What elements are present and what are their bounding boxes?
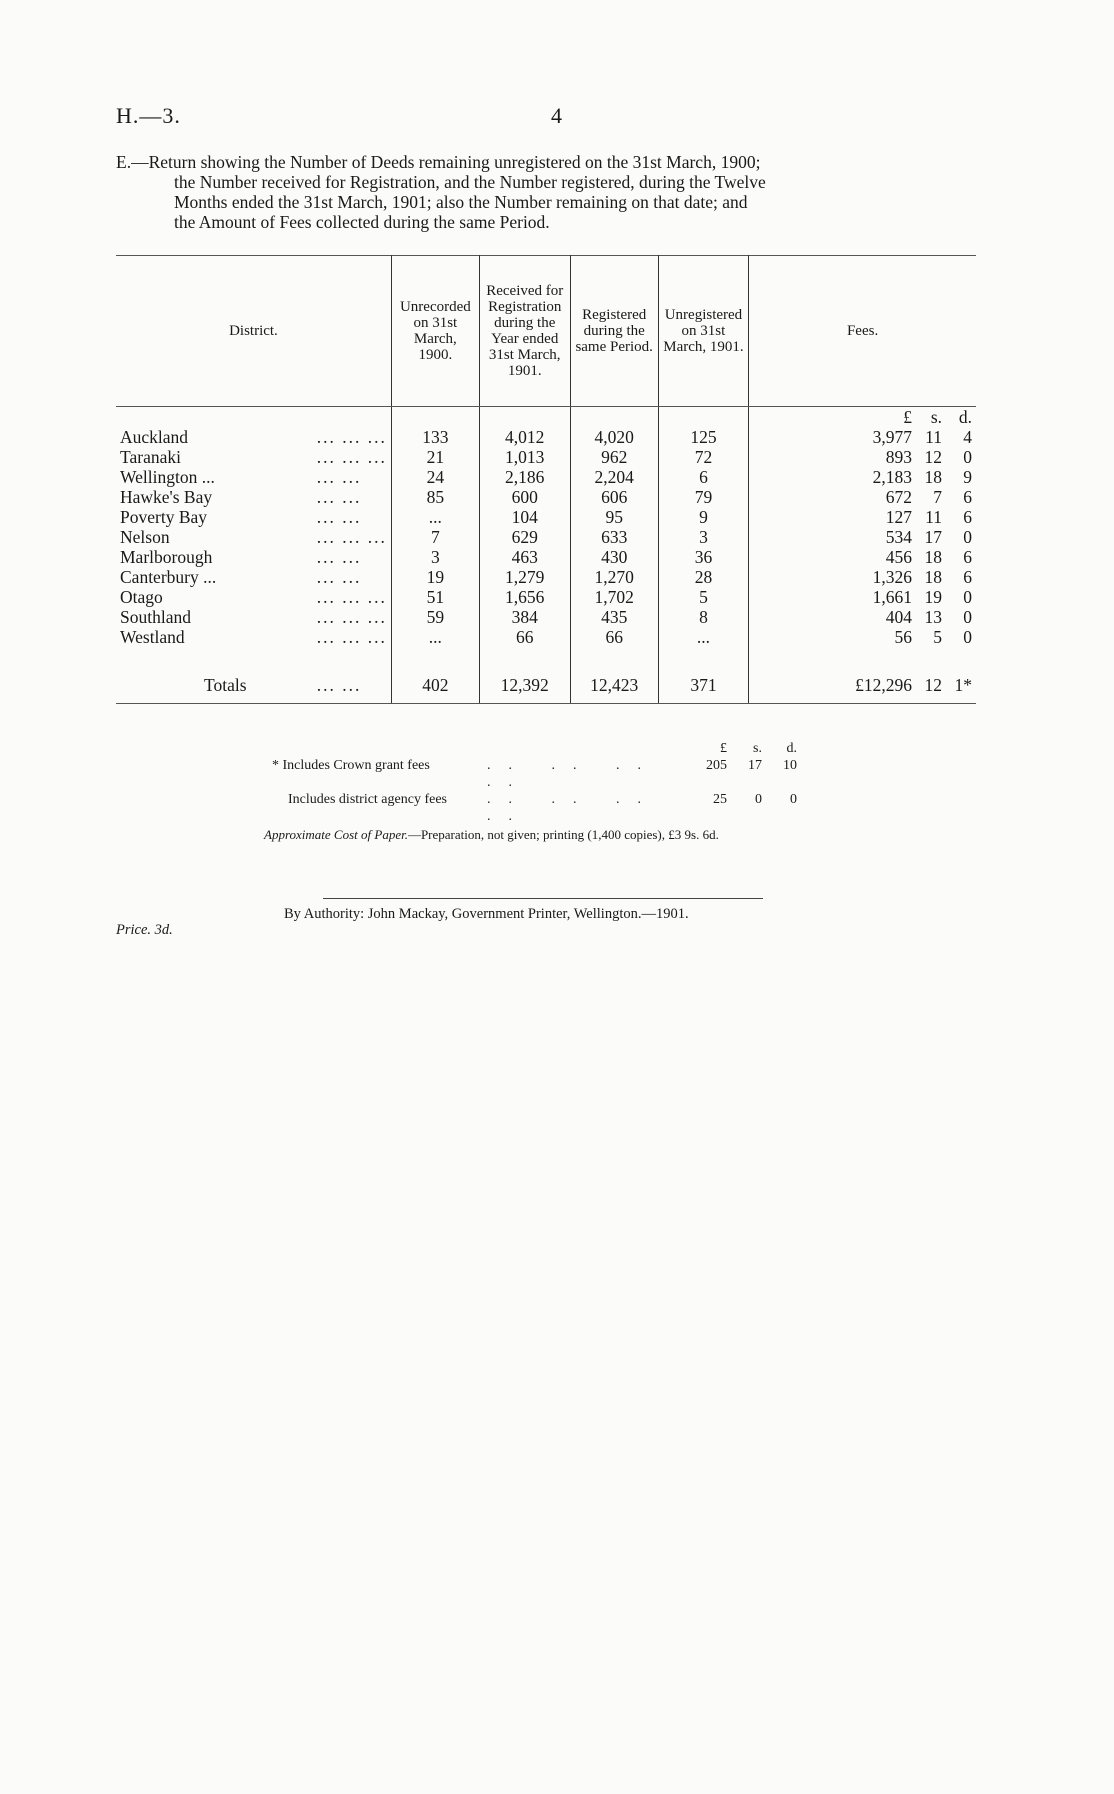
unrecorded-cell: 7 <box>391 527 479 547</box>
fees-cell <box>749 447 976 467</box>
fee-pounds: 2,183 <box>872 467 912 487</box>
dot-leader: ... ... ... <box>313 447 392 467</box>
footnote-shillings: 0 <box>755 792 762 807</box>
unrecorded-cell: ... <box>391 627 479 647</box>
fee-pence: 6 <box>963 547 972 567</box>
header-district: District. <box>116 256 391 407</box>
price-label: Price. 3d. <box>116 922 173 938</box>
fee-pence: 0 <box>963 447 972 467</box>
fee-pounds: 672 <box>885 487 912 507</box>
footnote-pence: 0 <box>790 792 797 807</box>
dot-leader: ... ... ... <box>313 627 392 647</box>
shillings-unit: s. <box>930 407 942 427</box>
footnote-shillings: 17 <box>748 758 762 773</box>
fee-pence: 6 <box>963 487 972 507</box>
unregistered-cell: 36 <box>658 547 748 567</box>
fee-pounds: 1,661 <box>872 587 912 607</box>
registered-cell: 95 <box>570 507 658 527</box>
unrecorded-cell: 133 <box>391 427 479 447</box>
registered-cell: 633 <box>570 527 658 547</box>
unregistered-cell: 8 <box>658 607 748 627</box>
document-reference: H.—3. <box>116 103 181 128</box>
fee-pence: 4 <box>963 427 972 447</box>
table-header-row <box>116 256 976 407</box>
fee-shillings: 19 <box>924 587 942 607</box>
fee-pence: 6 <box>963 507 972 527</box>
fees-cell <box>749 607 976 627</box>
fee-pounds: 1,326 <box>872 567 912 587</box>
fees-cell <box>749 427 976 447</box>
fee-shillings: 18 <box>924 547 942 567</box>
fee-pounds: 56 <box>894 627 912 647</box>
pence-unit: d. <box>958 407 972 427</box>
fee-shillings: 13 <box>924 607 942 627</box>
header-unregistered: Unregistered on 31st March, 1901. <box>658 256 748 407</box>
registered-cell: 66 <box>570 627 658 647</box>
deeds-table <box>116 255 976 704</box>
unregistered-cell: 72 <box>658 447 748 467</box>
fee-pence: 6 <box>963 567 972 587</box>
dot-leader: ... ... <box>313 507 392 527</box>
fee-units-row <box>116 407 976 428</box>
dot-leader: ... ... <box>313 487 392 507</box>
caption-line: the Number received for Registration, and the Number registered, during the Twelve <box>174 172 766 192</box>
pounds-unit: £ <box>903 407 912 427</box>
totals-label: Totals <box>116 667 313 704</box>
shillings-unit: s. <box>753 741 762 756</box>
table-row <box>116 587 976 607</box>
fee-shillings: 7 <box>933 487 942 507</box>
fees-value <box>753 527 972 547</box>
unrecorded-cell: 24 <box>391 467 479 487</box>
received-cell: 629 <box>479 527 570 547</box>
fees-cell <box>749 487 976 507</box>
registered-cell: 606 <box>570 487 658 507</box>
received-cell: 66 <box>479 627 570 647</box>
registered-cell: 1,702 <box>570 587 658 607</box>
registered-cell: 4,020 <box>570 427 658 447</box>
cost-note <box>264 827 719 843</box>
table-row <box>116 467 976 487</box>
fee-units <box>753 407 972 427</box>
fee-pounds: 404 <box>885 607 912 627</box>
registered-cell: 435 <box>570 607 658 627</box>
fee-shillings: 18 <box>924 567 942 587</box>
unrecorded-cell: 21 <box>391 447 479 467</box>
footnote-row <box>272 791 797 825</box>
dot-leader: ... ... <box>313 567 392 587</box>
district-name: Westland <box>120 627 185 647</box>
fee-pounds: 534 <box>885 527 912 547</box>
footnote-label: * Includes Crown grant fees <box>272 758 430 773</box>
fee-pounds: 456 <box>885 547 912 567</box>
registered-total: 12,423 <box>570 667 658 704</box>
received-cell: 1,656 <box>479 587 570 607</box>
fees-value <box>753 627 972 647</box>
district-name: Marlborough <box>120 547 213 567</box>
footnote-units <box>272 740 797 757</box>
totals-row <box>116 667 976 704</box>
cost-note-label: Approximate Cost of Paper. <box>264 827 408 842</box>
footnote-pence: 10 <box>783 758 797 773</box>
fee-pounds: £12,296 <box>855 675 912 695</box>
fee-pence: 0 <box>963 627 972 647</box>
fee-shillings: 12 <box>924 447 942 467</box>
footnote-row <box>272 757 797 791</box>
fees-value <box>753 507 972 527</box>
table-row <box>116 527 976 547</box>
unrecorded-cell: 59 <box>391 607 479 627</box>
footnote-leader: .. .. .. .. <box>487 792 659 824</box>
district-name: Nelson <box>120 527 170 547</box>
received-total: 12,392 <box>479 667 570 704</box>
fee-shillings: 11 <box>925 507 942 527</box>
fees-value <box>753 447 972 467</box>
district-name: Poverty Bay <box>120 507 208 527</box>
district-name: Hawke's Bay <box>120 487 213 507</box>
fee-pence: 0 <box>963 607 972 627</box>
fee-shillings: 17 <box>924 527 942 547</box>
received-cell: 1,279 <box>479 567 570 587</box>
received-cell: 384 <box>479 607 570 627</box>
fees-value <box>753 547 972 567</box>
unregistered-cell: 9 <box>658 507 748 527</box>
header-received: Received for Registration during the Year ended 31st March, 1901. <box>479 256 570 407</box>
fee-shillings: 5 <box>933 627 942 647</box>
table-caption <box>118 152 978 232</box>
dot-leader: ... ... ... <box>313 527 392 547</box>
fees-value <box>753 427 972 447</box>
unregistered-cell: 6 <box>658 467 748 487</box>
fee-shillings: 12 <box>924 675 942 695</box>
unrecorded-cell: 85 <box>391 487 479 507</box>
district-name: Canterbury ... <box>120 567 217 587</box>
footnote-pounds: 25 <box>713 792 727 807</box>
received-cell: 1,013 <box>479 447 570 467</box>
unrecorded-cell: 3 <box>391 547 479 567</box>
dot-leader: ... ... ... <box>313 427 392 447</box>
header-fees: Fees. <box>749 256 976 407</box>
received-cell: 4,012 <box>479 427 570 447</box>
unregistered-cell: 79 <box>658 487 748 507</box>
table-row <box>116 547 976 567</box>
registered-cell: 1,270 <box>570 567 658 587</box>
unregistered-cell: 3 <box>658 527 748 547</box>
district-name: Southland <box>120 607 191 627</box>
caption-line: E.—Return showing the Number of Deeds remaining unregistered on the 31st March, 1900; <box>116 152 761 172</box>
page-number: 4 <box>551 103 562 128</box>
received-cell: 2,186 <box>479 467 570 487</box>
fees-value <box>753 587 972 607</box>
unregistered-cell: 125 <box>658 427 748 447</box>
unregistered-total: 371 <box>658 667 748 704</box>
dot-leader: ... ... <box>313 467 392 487</box>
received-cell: 104 <box>479 507 570 527</box>
registered-cell: 2,204 <box>570 467 658 487</box>
header-registered: Registered during the same Period. <box>570 256 658 407</box>
district-name: Auckland <box>120 427 189 447</box>
footnote-label: Includes district agency fees <box>288 792 447 807</box>
dot-leader: ... ... ... <box>313 587 392 607</box>
footnote-pounds: 205 <box>706 758 727 773</box>
table-row <box>116 447 976 467</box>
fees-cell <box>749 587 976 607</box>
fees-cell <box>749 547 976 567</box>
dot-leader: ... ... <box>313 547 392 567</box>
cost-note-text: —Preparation, not given; printing (1,400 copies), £3 9s. 6d. <box>407 827 719 842</box>
registered-cell: 430 <box>570 547 658 567</box>
fee-pounds: 127 <box>885 507 912 527</box>
dot-leader: ... ... <box>313 667 392 704</box>
fee-shillings: 11 <box>925 427 942 447</box>
fee-shillings: 18 <box>924 467 942 487</box>
unrecorded-total: 402 <box>391 667 479 704</box>
table-row <box>116 427 976 447</box>
registered-cell: 962 <box>570 447 658 467</box>
table-row <box>116 507 976 527</box>
table-row <box>116 567 976 587</box>
fee-pence: 1* <box>954 675 972 695</box>
fees-cell <box>749 507 976 527</box>
fees-value <box>753 607 972 627</box>
header-unrecorded: Unrecorded on 31st March, 1900. <box>391 256 479 407</box>
spacer-row <box>116 647 976 667</box>
unregistered-cell: 28 <box>658 567 748 587</box>
unregistered-cell: 5 <box>658 587 748 607</box>
fee-pence: 0 <box>963 587 972 607</box>
fees-value <box>753 487 972 507</box>
unregistered-cell: ... <box>658 627 748 647</box>
fee-pounds: 893 <box>885 447 912 467</box>
pence-unit: d. <box>786 741 797 756</box>
pounds-unit: £ <box>720 741 727 756</box>
fees-cell <box>749 627 976 647</box>
unrecorded-cell: 51 <box>391 587 479 607</box>
divider-rule <box>323 898 763 899</box>
printer-authority: By Authority: John Mackay, Government Printer, Wellington.—1901. <box>284 906 689 922</box>
fees-cell <box>749 467 976 487</box>
caption-line: Months ended the 31st March, 1901; also the Number remaining on that date; and <box>174 192 748 212</box>
district-name: Taranaki <box>120 447 181 467</box>
table-row <box>116 607 976 627</box>
fees-value <box>753 675 972 695</box>
fees-cell <box>749 567 976 587</box>
caption-line: the Amount of Fees collected during the same Period. <box>174 212 550 232</box>
district-name: Otago <box>120 587 163 607</box>
table-row <box>116 627 976 647</box>
unrecorded-cell: ... <box>391 507 479 527</box>
fees-value <box>753 567 972 587</box>
fees-value <box>753 467 972 487</box>
fee-footnotes <box>272 740 797 825</box>
district-name: Wellington ... <box>120 467 215 487</box>
footnote-leader: .. .. .. .. <box>487 758 659 790</box>
fee-pence: 9 <box>963 467 972 487</box>
fees-cell <box>749 527 976 547</box>
fees-cell <box>749 667 976 704</box>
received-cell: 463 <box>479 547 570 567</box>
unrecorded-cell: 19 <box>391 567 479 587</box>
dot-leader: ... ... ... <box>313 607 392 627</box>
received-cell: 600 <box>479 487 570 507</box>
fee-pence: 0 <box>963 527 972 547</box>
fee-pounds: 3,977 <box>872 427 912 447</box>
table-row <box>116 487 976 507</box>
